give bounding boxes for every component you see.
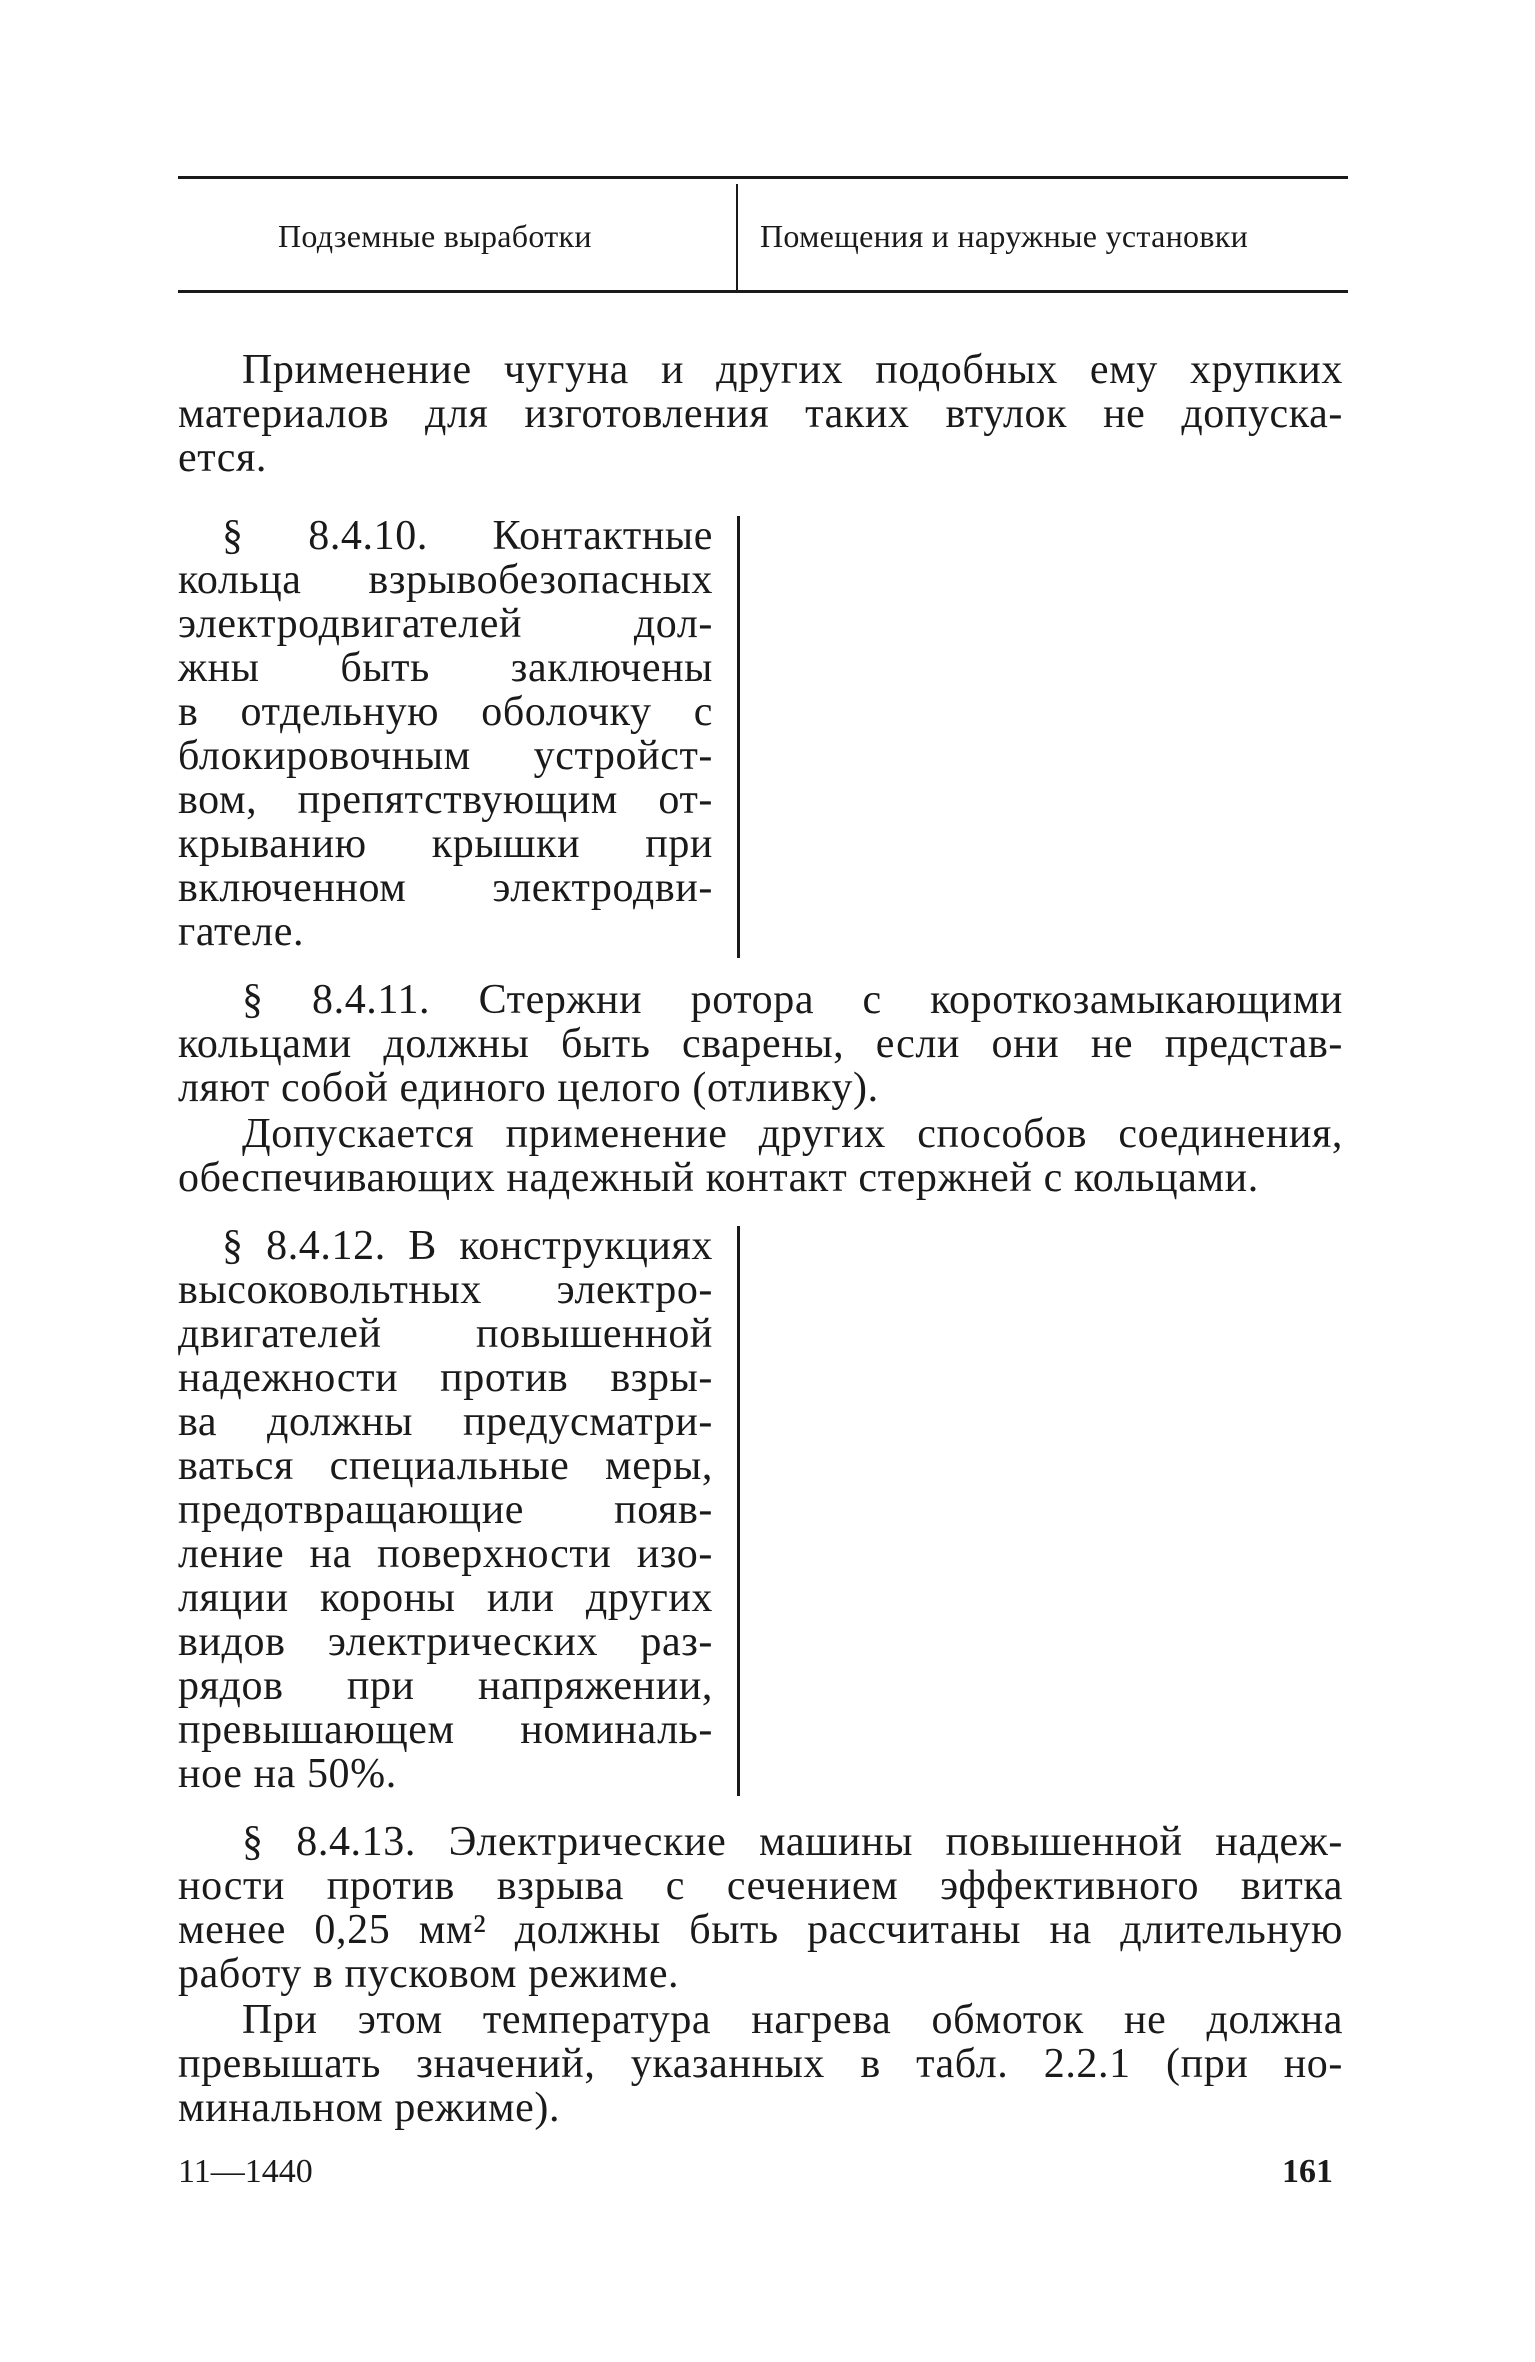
text-line: превышать значений, указанных в табл. 2.2.1 (при но- [178,2041,1343,2087]
text-line: электродвигателей дол- [178,601,713,647]
text-line: видов электрических раз- [178,1619,713,1665]
text-line: превышающем номиналь- [178,1707,713,1753]
text-line: При этом температура нагрева обмоток не должна [242,1997,1343,2043]
text-line: § 8.4.12. В конструкциях [222,1223,713,1269]
text-line: Применение чугуна и других подобных ему хрупких [242,347,1343,393]
text-line: крыванию крышки при [178,821,713,867]
section-8-4-11-para2 [178,1112,1343,1200]
text-line: двигателей повышенной [178,1311,713,1357]
text-line: вом, препятствующим от- [178,777,713,823]
header-column-divider [736,184,738,292]
section-8-4-12 [178,1224,713,1796]
header-top-rule [178,176,1348,179]
text-line: надежности против взры- [178,1355,713,1401]
text-line: ется. [178,435,267,481]
section-vertical-rule [737,1226,740,1796]
text-line: предотвращающие появ- [178,1487,713,1533]
text-line: в отдельную оболочку с [178,689,713,735]
text-line: ляют собой единого целого (отливку). [178,1065,879,1111]
text-line: ление на поверхности изо- [178,1531,713,1577]
text-line: блокировочным устройст- [178,733,713,779]
section-vertical-rule [737,516,740,958]
text-line: кольца взрывобезопасных [178,557,713,603]
section-8-4-11 [178,978,1343,1110]
text-line: Допускается применение других способов соединения, [242,1111,1343,1157]
section-8-4-10 [178,514,713,954]
text-line: менее 0,25 мм² должны быть рассчитаны на длительную [178,1907,1343,1953]
header-bottom-rule [178,290,1348,293]
text-line: гателе. [178,909,305,955]
text-line: ва должны предусматри- [178,1399,713,1445]
text-line: материалов для изготовления таких втулок не допуска- [178,391,1343,437]
text-line: рядов при напряжении, [178,1663,713,1709]
text-line: минальном режиме). [178,2085,561,2131]
text-line: работу в пусковом режиме. [178,1951,680,1997]
text-line: кольцами должны быть сварены, если они не представ- [178,1021,1343,1067]
text-line: жны быть заключены [178,645,713,691]
text-line: § 8.4.11. Стержни ротора с короткозамыкающими [242,977,1343,1023]
page-number: 161 [1282,2153,1333,2190]
text-line: высоковольтных электро- [178,1267,713,1313]
header-right-cell: Помещения и наружные установки [760,218,1248,254]
text-line: ваться специальные меры, [178,1443,713,1489]
header-left-cell: Подземные выработки [278,218,592,254]
text-line: § 8.4.10. Контактные [222,513,713,559]
text-line: ное на 50%. [178,1751,397,1797]
section-8-4-13 [178,1820,1343,1996]
section-8-4-13-para2 [178,1998,1343,2130]
printer-signature: 11—1440 [178,2153,313,2190]
text-line: обеспечивающих надежный контакт стержней с кольцами. [178,1155,1259,1201]
intro-paragraph [178,348,1343,480]
text-line: § 8.4.13. Электрические машины повышенной надеж- [242,1819,1343,1865]
text-line: ляции короны или других [178,1575,713,1621]
text-line: включенном электродви- [178,865,713,911]
text-line: ности против взрыва с сечением эффективного витка [178,1863,1343,1909]
